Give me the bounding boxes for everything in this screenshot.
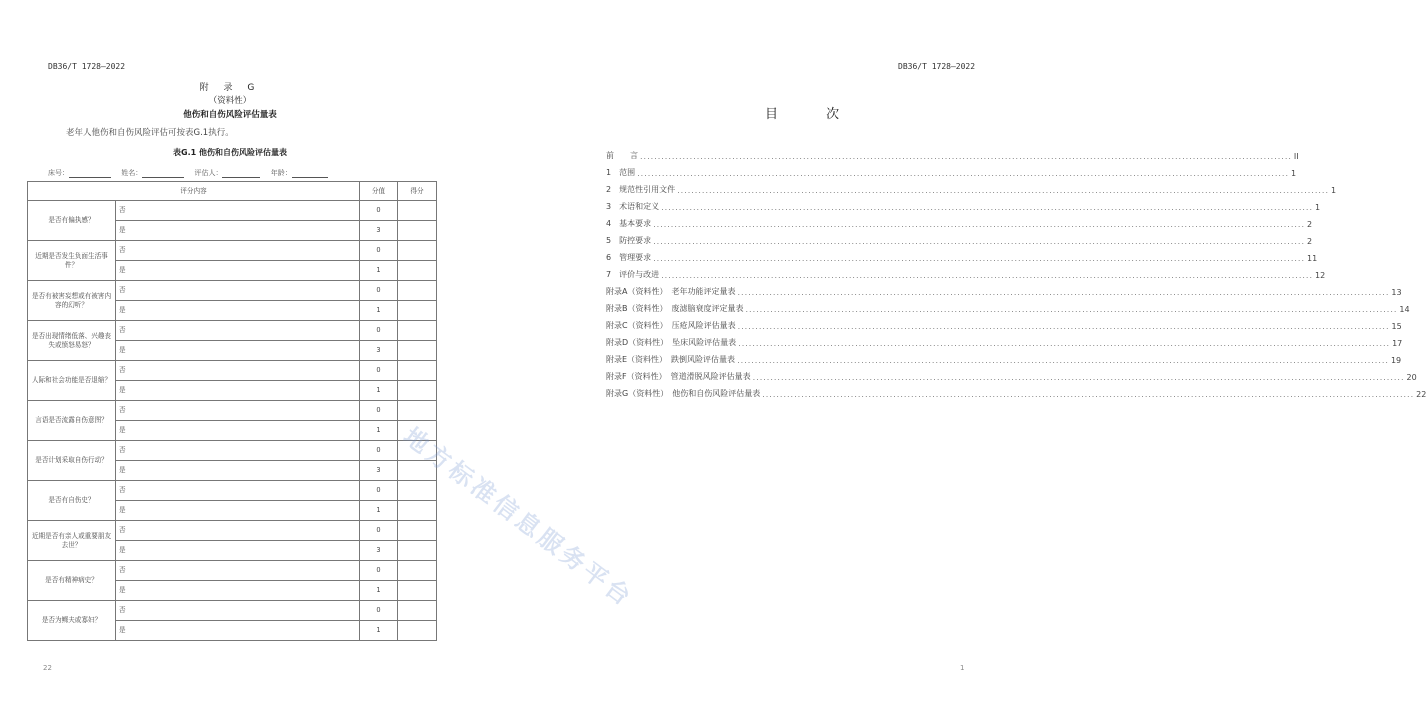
table-row [28,561,437,581]
question-cell: 是否有自伤史？ [28,481,116,521]
obtained-score-cell[interactable] [398,581,437,601]
meta-name-label: 姓名： [121,169,143,177]
table-row [28,521,437,541]
table-row [28,321,437,341]
score-cell: 0 [360,561,398,581]
question-cell: 是否计划采取自伤行动？ [28,441,116,481]
option-cell: 是 [116,541,360,561]
toc-leader-dots: ........................................................................................................................................................................................ [738,339,1391,348]
table-body [28,201,437,641]
toc-leader-dots: ........................................................................................................................................................................................ [653,237,1305,246]
right-header-code: DB36/T 1728—2022 [898,62,976,71]
toc-item[interactable] [606,335,1403,348]
toc-item-label: 6 管理要求 [606,253,652,262]
toc-item-label: 7 评价与改进 [606,270,660,279]
toc-item-page: 15 [1391,322,1402,331]
score-cell: 0 [360,601,398,621]
table-row [28,441,437,461]
toc-item[interactable] [606,182,1337,195]
obtained-score-cell[interactable] [398,341,437,361]
table-row [28,361,437,381]
toc-item-label: 5 防控要求 [606,236,652,245]
option-cell: 是 [116,341,360,361]
score-cell: 0 [360,361,398,381]
meta-bed-blank[interactable] [69,169,111,178]
toc-item[interactable] [606,386,1426,399]
toc-item[interactable] [606,250,1318,263]
toc-item[interactable] [606,216,1313,229]
obtained-score-cell[interactable] [398,541,437,561]
option-cell: 否 [116,601,360,621]
obtained-score-cell[interactable] [398,561,437,581]
meta-assessor-label: 评估人： [194,169,223,177]
toc-item[interactable] [606,148,1299,161]
question-cell: 是否出现情绪低落、兴趣丧失或愤怒易怒？ [28,321,116,361]
obtained-score-cell[interactable] [398,281,437,301]
toc-item[interactable] [606,301,1410,314]
col-score-header: 分值 [360,182,398,201]
toc-item-page: 14 [1399,305,1410,314]
obtained-score-cell[interactable] [398,261,437,281]
obtained-score-cell[interactable] [398,301,437,321]
toc-leader-dots: ........................................................................................................................................................................................ [661,203,1313,212]
score-cell: 0 [360,241,398,261]
toc-item-page: 11 [1307,254,1318,263]
score-cell: 1 [360,581,398,601]
toc-item[interactable] [606,267,1326,280]
toc-item[interactable] [606,284,1402,297]
question-cell: 是否为鳏夫或寡妇？ [28,601,116,641]
right-page-number: 1 [960,664,965,672]
score-cell: 1 [360,301,398,321]
question-cell: 人际和社会功能是否退缩？ [28,361,116,401]
toc-item-label: 2 规范性引用文件 [606,185,676,194]
appendix-name: 他伤和自伤风险评估量表 [183,110,277,120]
question-cell: 是否有偏执感？ [28,201,116,241]
toc-title: 目 次 [765,107,862,122]
toc-leader-dots: ........................................................................................................................................................................................ [762,390,1415,399]
question-cell: 近期是否发生负面生活事件？ [28,241,116,281]
option-cell: 是 [116,381,360,401]
table-row [28,481,437,501]
toc-item-page: 2 [1307,237,1313,246]
toc-item-label: 前 言 [606,151,638,160]
score-cell: 1 [360,621,398,641]
table-header-row [28,182,437,201]
obtained-score-cell[interactable] [398,201,437,221]
toc-item-label: 4 基本要求 [606,219,652,228]
question-cell: 是否有精神病史？ [28,561,116,601]
option-cell: 是 [116,461,360,481]
table-row [28,201,437,221]
watermark: 地方标准信息服务平台 [398,422,639,613]
score-cell: 3 [360,541,398,561]
score-cell: 0 [360,201,398,221]
table-row [28,241,437,261]
toc-item-page: 1 [1291,169,1297,178]
toc-item-label: 附录E（资料性） 跌倒风险评估量表 [606,355,736,364]
toc-item-label: 附录C（资料性） 压疮风险评估量表 [606,321,736,330]
score-cell: 1 [360,421,398,441]
question-cell: 近期是否有亲人或重要朋友去世？ [28,521,116,561]
option-cell: 否 [116,521,360,541]
option-cell: 否 [116,321,360,341]
toc-item-page: 22 [1416,390,1426,399]
obtained-score-cell[interactable] [398,481,437,501]
toc-leader-dots: ........................................................................................................................................................................................ [677,186,1329,195]
option-cell: 是 [116,421,360,441]
toc-leader-dots: ........................................................................................................................................................................................ [640,152,1292,161]
table-title: 表G.1 他伤和自伤风险评估量表 [173,148,287,157]
score-cell: 1 [360,381,398,401]
score-cell: 3 [360,221,398,241]
toc-leader-dots: ........................................................................................................................................................................................ [737,322,1390,331]
left-header-code: DB36/T 1728—2022 [48,62,126,71]
score-cell: 1 [360,261,398,281]
toc-leader-dots: ........................................................................................................................................................................................ [737,356,1389,365]
obtained-score-cell[interactable] [398,381,437,401]
option-cell: 否 [116,441,360,461]
option-cell: 是 [116,621,360,641]
table-meta [48,168,328,178]
obtained-score-cell[interactable] [398,501,437,521]
toc-item[interactable] [606,352,1402,365]
option-cell: 是 [116,221,360,241]
toc-item[interactable] [606,369,1417,382]
meta-bed-label: 床号： [48,169,69,177]
toc-item-page: 1 [1315,203,1321,212]
option-cell: 否 [116,481,360,501]
option-cell: 否 [116,561,360,581]
col-obtained-header: 得分 [398,182,437,201]
toc-item-page: 12 [1315,271,1326,280]
score-cell: 0 [360,401,398,421]
meta-age-label: 年龄： [270,169,292,177]
table-row [28,601,437,621]
meta-age-blank[interactable] [292,169,328,178]
toc-item-label: 附录F（资料性） 管道滑脱风险评估量表 [606,372,751,381]
toc-item-page: 20 [1406,373,1417,382]
toc-item-page: 1 [1331,186,1337,195]
toc-leader-dots: ........................................................................................................................................................................................ [737,288,1390,297]
obtained-score-cell[interactable] [398,521,437,541]
toc-item-label: 3 术语和定义 [606,202,660,211]
toc-item[interactable] [606,165,1297,178]
score-cell: 0 [360,321,398,341]
toc-leader-dots: ........................................................................................................................................................................................ [653,254,1305,263]
left-page-number: 22 [43,664,52,672]
appendix-type: （资料性） [208,96,252,106]
table-row [28,281,437,301]
option-cell: 否 [116,241,360,261]
table-row [28,401,437,421]
option-cell: 是 [116,261,360,281]
score-cell: 0 [360,521,398,541]
option-cell: 是 [116,581,360,601]
obtained-score-cell[interactable] [398,361,437,381]
option-cell: 否 [116,361,360,381]
score-cell: 3 [360,461,398,481]
score-cell: 1 [360,501,398,521]
toc-item-page: II [1293,152,1299,161]
toc-item-label: 附录A（资料性） 老年功能评定量表 [606,287,736,296]
toc-item-page: 2 [1307,220,1313,229]
toc-leader-dots: ........................................................................................................................................................................................ [653,220,1305,229]
appendix-title: 附 录 G [199,83,261,93]
toc-leader-dots: ........................................................................................................................................................................................ [637,169,1289,178]
toc-item-label: 附录D（资料性） 坠床风险评估量表 [606,338,737,347]
toc-leader-dots: ........................................................................................................................................................................................ [745,305,1398,314]
toc-item-label: 附录B（资料性） 废滤脑衰度评定量表 [606,304,744,313]
option-cell: 否 [116,281,360,301]
score-cell: 0 [360,441,398,461]
toc-item-page: 19 [1390,356,1402,365]
option-cell: 是 [116,301,360,321]
toc-item-page: 17 [1392,339,1403,348]
obtained-score-cell[interactable] [398,221,437,241]
toc-item[interactable] [606,199,1321,212]
option-cell: 是 [116,501,360,521]
score-cell: 0 [360,281,398,301]
option-cell: 否 [116,201,360,221]
meta-name-blank[interactable] [142,169,184,178]
risk-assessment-table [27,181,437,641]
col-content-header: 评分内容 [28,182,360,201]
toc-item[interactable] [606,233,1313,246]
score-cell: 3 [360,341,398,361]
meta-assessor-blank[interactable] [222,169,260,178]
appendix-intro: 老年人他伤和自伤风险评估可按表G.1执行。 [66,128,234,138]
obtained-score-cell[interactable] [398,241,437,261]
question-cell: 是否有被害妄想或有被害内容的幻听？ [28,281,116,321]
toc-leader-dots: ........................................................................................................................................................................................ [661,271,1313,280]
toc-item[interactable] [606,318,1402,331]
obtained-score-cell[interactable] [398,621,437,641]
option-cell: 否 [116,401,360,421]
question-cell: 言语是否流露自伤意图？ [28,401,116,441]
score-cell: 0 [360,481,398,501]
toc-item-page: 13 [1391,288,1402,297]
toc-item-label: 附录G（资料性） 他伤和自伤风险评估量表 [606,389,761,398]
toc-item-label: 1 范围 [606,168,636,177]
obtained-score-cell[interactable] [398,321,437,341]
toc-leader-dots: ........................................................................................................................................................................................ [752,373,1405,382]
obtained-score-cell[interactable] [398,601,437,621]
